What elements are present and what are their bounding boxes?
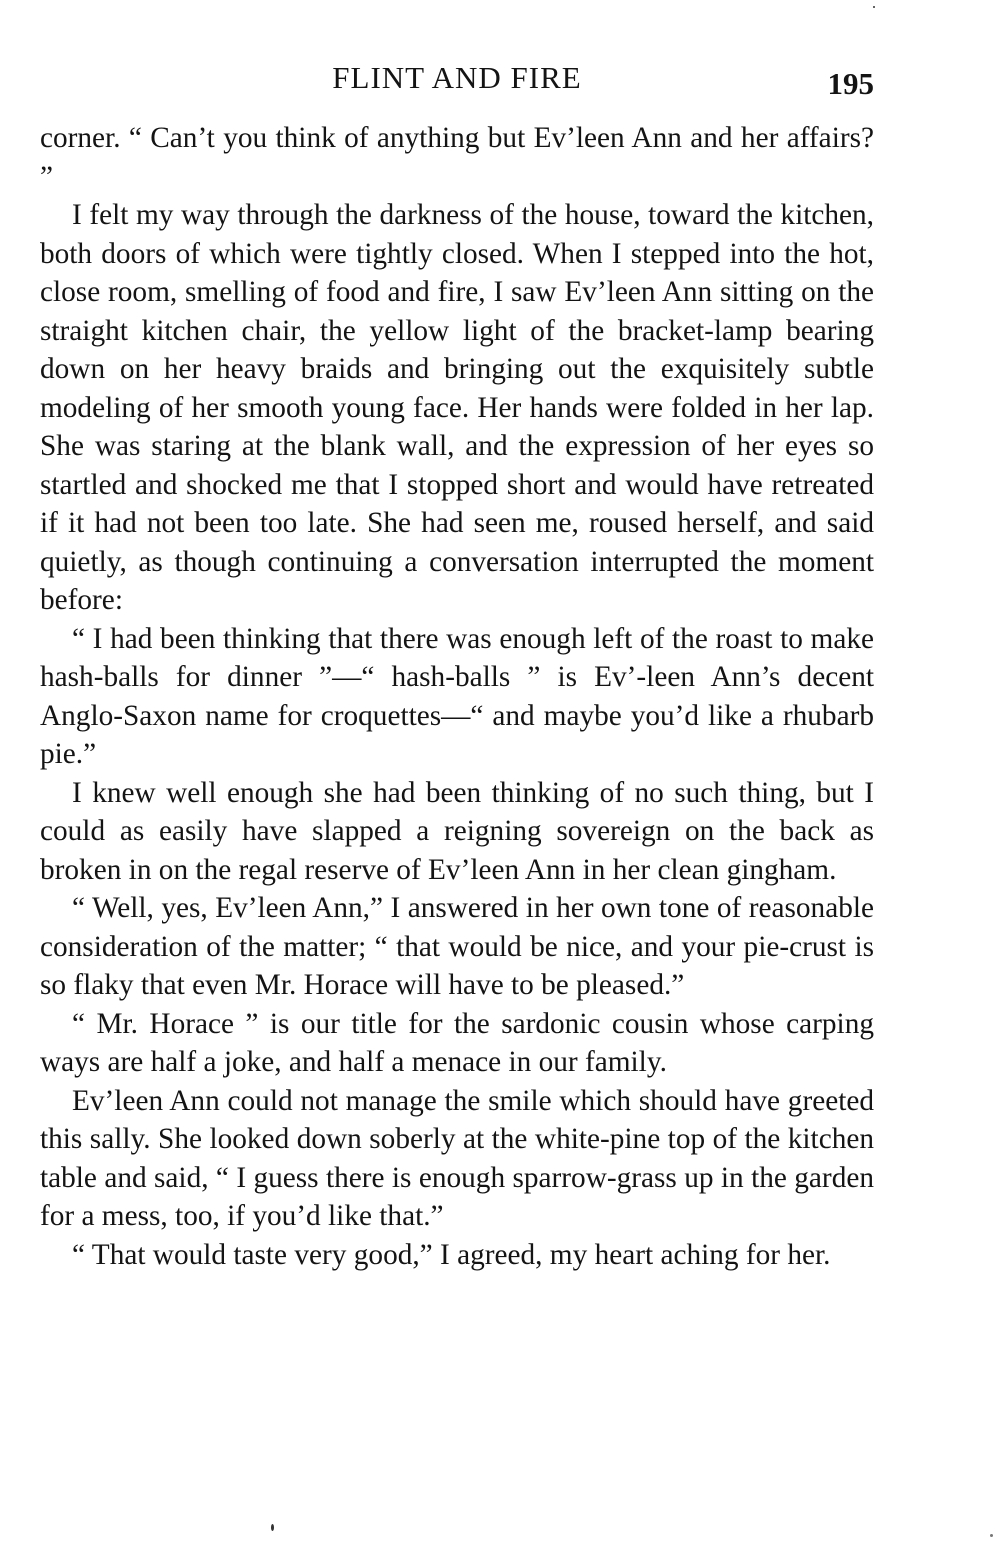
page-header xyxy=(40,56,874,102)
ink-speck xyxy=(873,6,875,8)
paragraph-continued: corner. “ Can’t you think of anything but Ev’leen Ann and her affairs? ” xyxy=(40,122,874,193)
paragraph: “ That would taste very good,” I agreed, my heart aching for her. xyxy=(72,1238,831,1271)
ink-speck xyxy=(990,1534,993,1537)
page-number: 195 xyxy=(827,66,874,101)
paragraph: “ I had been thinking that there was enough left of the roast to make hash-balls for dinner ”—“ hash-balls ” is Ev’-leen Ann’s decent Anglo-Saxon name for croquettes—“ and maybe you’d like a rhubarb pie.” xyxy=(40,622,874,770)
body-text xyxy=(40,119,874,1274)
paragraph: “ Mr. Horace ” is our title for the sardonic cousin whose carping ways are half a joke, and half a menace in our family. xyxy=(40,1007,874,1078)
running-title: FLINT AND FIRE xyxy=(332,60,582,95)
paragraph: I knew well enough she had been thinking of no such thing, but I could as easily have slapped a reigning sovereign on the back as broken in on the regal reserve of Ev’leen Ann in her clean gingham. xyxy=(40,776,874,886)
paragraph: Ev’leen Ann could not manage the smile which should have greeted this sally. She looked down soberly at the white-pine top of the kitchen table and said, “ I guess there is enough sparrow-grass up in the garden for a mess, too, if you’d like that.” xyxy=(40,1084,874,1232)
paragraph: “ Well, yes, Ev’leen Ann,” I answered in her own tone of reasonable consideration of the matter; “ that would be nice, and your pie-crust is so flaky that even Mr. Horace will have to be pleased.” xyxy=(40,892,874,1001)
paragraph: I felt my way through the darkness of the house, toward the kitchen, both doors of which were tightly closed. When I stepped into the hot, close room, smelling of food and fire, I saw Ev’leen Ann sitting on the straight kitchen chair, the yellow light of the bracket-lamp bearing down on her heavy braids and bringing out the exquisitely subtle modeling of her smooth young face. Her hands were folded in her lap. She was staring at the blank wall, and the expression of her eyes so startled and shocked me that I stopped short and would have retreated if it had not been too late. She had seen me, roused herself, and said quietly, as though continuing a conversation interrupted the moment before: xyxy=(40,199,874,616)
ink-speck xyxy=(271,1524,274,1531)
